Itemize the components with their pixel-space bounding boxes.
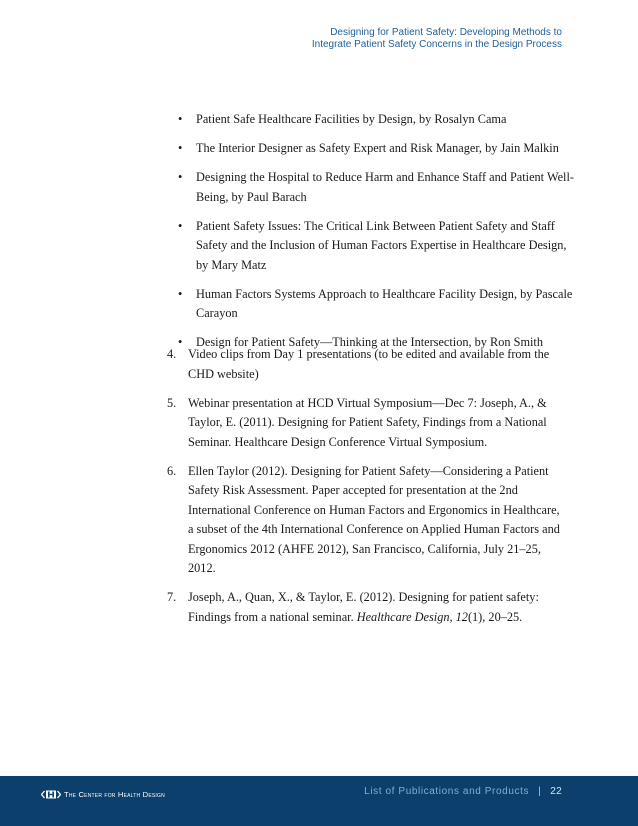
chd-logo-mark-icon [41,790,61,799]
bullet-icon: • [178,218,183,233]
bullet-icon: • [178,170,183,184]
list-item-text: Human Factors Systems Approach to Healthcare Facility Design, by Pascale Carayon [196,286,573,320]
reference-text: Ellen Taylor (2012). Designing for Patient Safety—Considering a Patient Safety Risk Assessment. Paper accepted for presentation at the 2nd International Conference on Human Factors and Ergonomics in Healthcare, a subset of the 4th International Conference on Applied Human Factors and Ergonomics 2012 (AHFE 2012), San Francisco, California, July 21–25, 2012. [188,463,560,575]
reference-text-end: (1), 20–25. [467,609,523,624]
list-item-text: Designing the Hospital to Reduce Harm and Enhance Staff and Patient Well-Being, by Paul Barach [196,170,574,204]
reference-text: Webinar presentation at HCD Virtual Symposium—Dec 7: Joseph, A., & Taylor, E. (2011). Designing for Patient Safety, Findings from a National Seminar. Healthcare Design Conference Virtual Symposium. [188,395,547,449]
list-item [176,110,576,130]
page-number: 22 [550,786,562,797]
chd-logo [41,790,165,799]
footer-section-label [364,786,562,797]
bullet-icon: • [178,286,183,301]
list-item [176,285,576,324]
list-item [176,139,576,159]
running-header [312,27,562,51]
presentation-list [176,110,576,362]
chd-logo-text: The Center for Health Design [64,790,165,799]
page-footer [0,776,638,826]
reference-number: 5. [167,395,177,410]
bullet-icon: • [178,141,183,155]
reference-text: Video clips from Day 1 presentations (to be edited and available from the CHD website) [188,347,550,381]
header-line-1: Designing for Patient Safety: Developing Methods to [330,27,562,38]
list-item-text: Design for Patient Safety—Thinking at the Intersection, by Ron Smith [196,335,543,349]
reference-item [167,588,567,627]
list-item [176,168,576,207]
list-item-text: The Interior Designer as Safety Expert and Risk Manager, by Jain Malkin [196,141,559,155]
reference-number: 7. [167,590,177,604]
footer-separator: | [538,786,542,797]
footer-section-title: List of Publications and Products [364,786,530,797]
reference-list [167,345,567,637]
reference-item [167,394,567,453]
journal-title: Healthcare Design, 12 [356,609,468,624]
bullet-icon: • [178,335,183,349]
reference-number: 6. [167,463,177,478]
reference-item [167,462,567,579]
header-line-2: Integrate Patient Safety Concerns in the Design Process [311,39,562,50]
reference-number: 4. [167,347,177,361]
list-item [176,217,576,276]
list-item-text: Patient Safe Healthcare Facilities by Design, by Rosalyn Cama [196,112,507,126]
list-item-text: Patient Safety Issues: The Critical Link Between Patient Safety and Staff Safety and the Inclusion of Human Factors Expertise in Healthcare Design, by Mary Matz [196,218,567,272]
reference-text-start: Joseph, A., Quan, X., & Taylor, E. (2012). Designing for patient safety: Findings from a national seminar. [188,590,539,624]
reference-item [167,345,567,384]
bullet-icon: • [178,112,183,126]
